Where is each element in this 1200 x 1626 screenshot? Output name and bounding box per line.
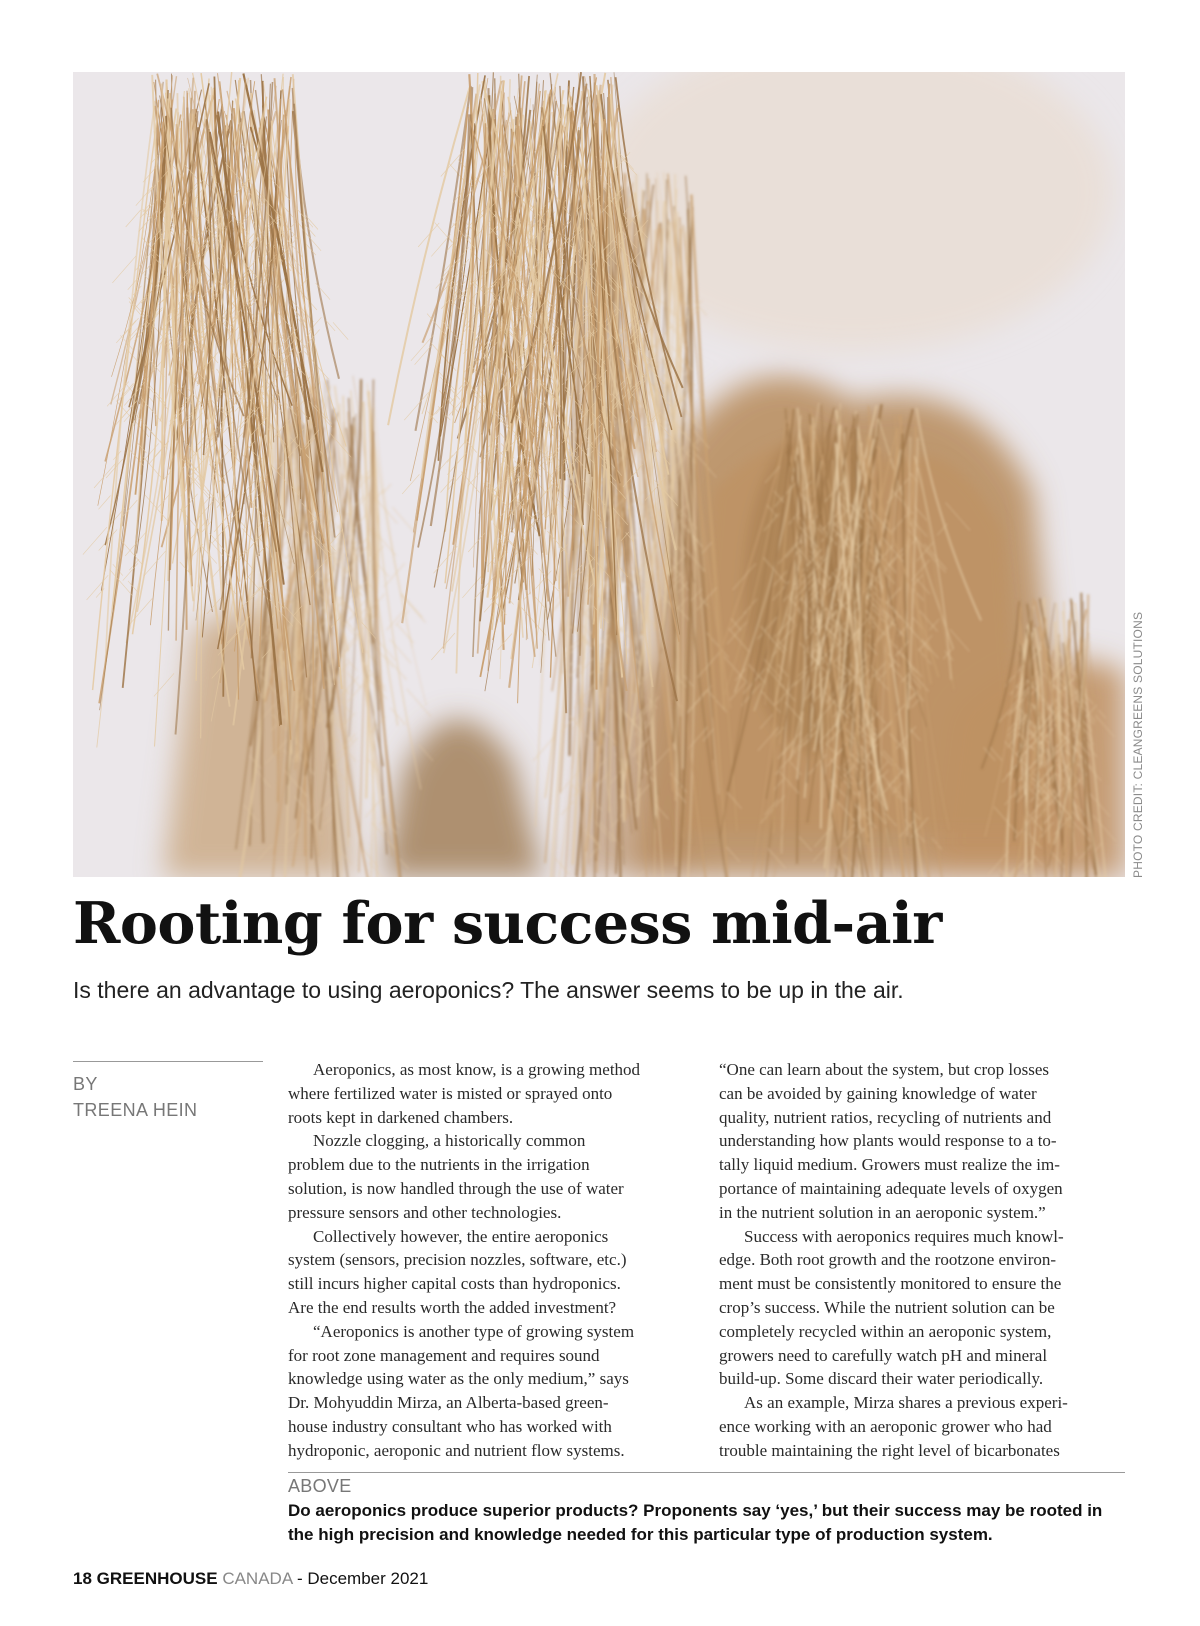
body-line: As an example, Mirza shares a previous experi- [744,1393,1068,1413]
body-line: still incurs higher capital costs than hydroponics. [288,1274,621,1294]
body-line: trouble maintaining the right level of bicarbonates [719,1440,1060,1460]
body-line: can be avoided by gaining knowledge of water [719,1083,1037,1103]
body-line: portance of maintaining adequate levels of oxygen [719,1178,1063,1198]
body-line: understanding how plants would response to a to- [719,1131,1057,1151]
body-line: Success with aeroponics requires much knowl- [744,1226,1064,1246]
body-line: “One can learn about the system, but crop losses [719,1060,1049,1079]
photo-credit: PHOTO CREDIT: CLEANGREENS SOLUTIONS [1131,611,1145,878]
root-photo [73,72,1125,877]
body-line: Collectively however, the entire aeroponics [313,1226,609,1246]
caption-text: Do aeroponics produce superior products? Proponents say ‘yes,’ but their success may be rooted in the high precision and knowledge needed for this particular type of production system. [288,1501,1103,1544]
body-line: ence working with an aeroponic grower who had [719,1416,1052,1436]
body-line: “Aeroponics is another type of growing system [313,1321,635,1341]
body-line: house industry consultant who has worked with [288,1416,612,1436]
body-column-2 [719,1058,1129,1463]
magazine-name-bold: GREENHOUSE [96,1569,218,1588]
byline-by: BY [73,1074,98,1094]
page-footer [73,1569,428,1589]
body-line: tally liquid medium. Growers must realize the im- [719,1155,1060,1175]
body-line: solution, is now handled through the use of water [288,1178,624,1198]
body-line: for root zone management and requires sound [288,1345,600,1365]
body-line: Aeroponics, as most know, is a growing method [313,1060,641,1079]
body-line: build-up. Some discard their water periodically. [719,1369,1044,1389]
body-line: Nozzle clogging, a historically common [313,1131,586,1151]
body-line: hydroponic, aeroponic and nutrient flow systems. [288,1440,625,1460]
magazine-name-light: CANADA [222,1569,293,1588]
body-line: knowledge using water as the only medium,” says [288,1369,629,1389]
body-line: where fertilized water is misted or sprayed onto [288,1083,613,1103]
body-line: system (sensors, precision nozzles, software, etc.) [288,1250,627,1270]
byline-author: TREENA HEIN [73,1100,198,1120]
body-line: in the nutrient solution in an aeroponic system.” [719,1202,1046,1222]
aeroponic-roots-image [73,72,1125,877]
body-line: Are the end results worth the added investment? [288,1297,617,1317]
body-line: Dr. Mohyuddin Mirza, an Alberta-based green- [288,1393,609,1413]
body-column-1 [288,1058,698,1463]
body-line: edge. Both root growth and the rootzone environ- [719,1250,1057,1270]
caption-label: ABOVE [288,1476,352,1496]
body-line: problem due to the nutrients in the irrigation [288,1155,590,1175]
body-line: pressure sensors and other technologies. [288,1202,562,1222]
byline-divider [73,1061,263,1062]
body-line: ment must be consistently monitored to ensure the [719,1274,1062,1294]
article-headline: Rooting for success mid-air [73,890,942,957]
issue-date: - December 2021 [296,1569,429,1588]
body-line: growers need to carefully watch pH and mineral [719,1345,1048,1365]
body-line: crop’s success. While the nutrient solution can be [719,1297,1055,1317]
body-line: roots kept in darkened chambers. [288,1107,514,1127]
byline [73,1071,197,1123]
caption-divider [288,1472,1125,1473]
body-line: quality, nutrient ratios, recycling of nutrients and [719,1107,1052,1127]
body-line: completely recycled within an aeroponic system, [719,1321,1052,1341]
page-number: 18 [73,1569,92,1588]
article-deck: Is there an advantage to using aeroponics? The answer seems to be up in the air. [73,977,904,1003]
